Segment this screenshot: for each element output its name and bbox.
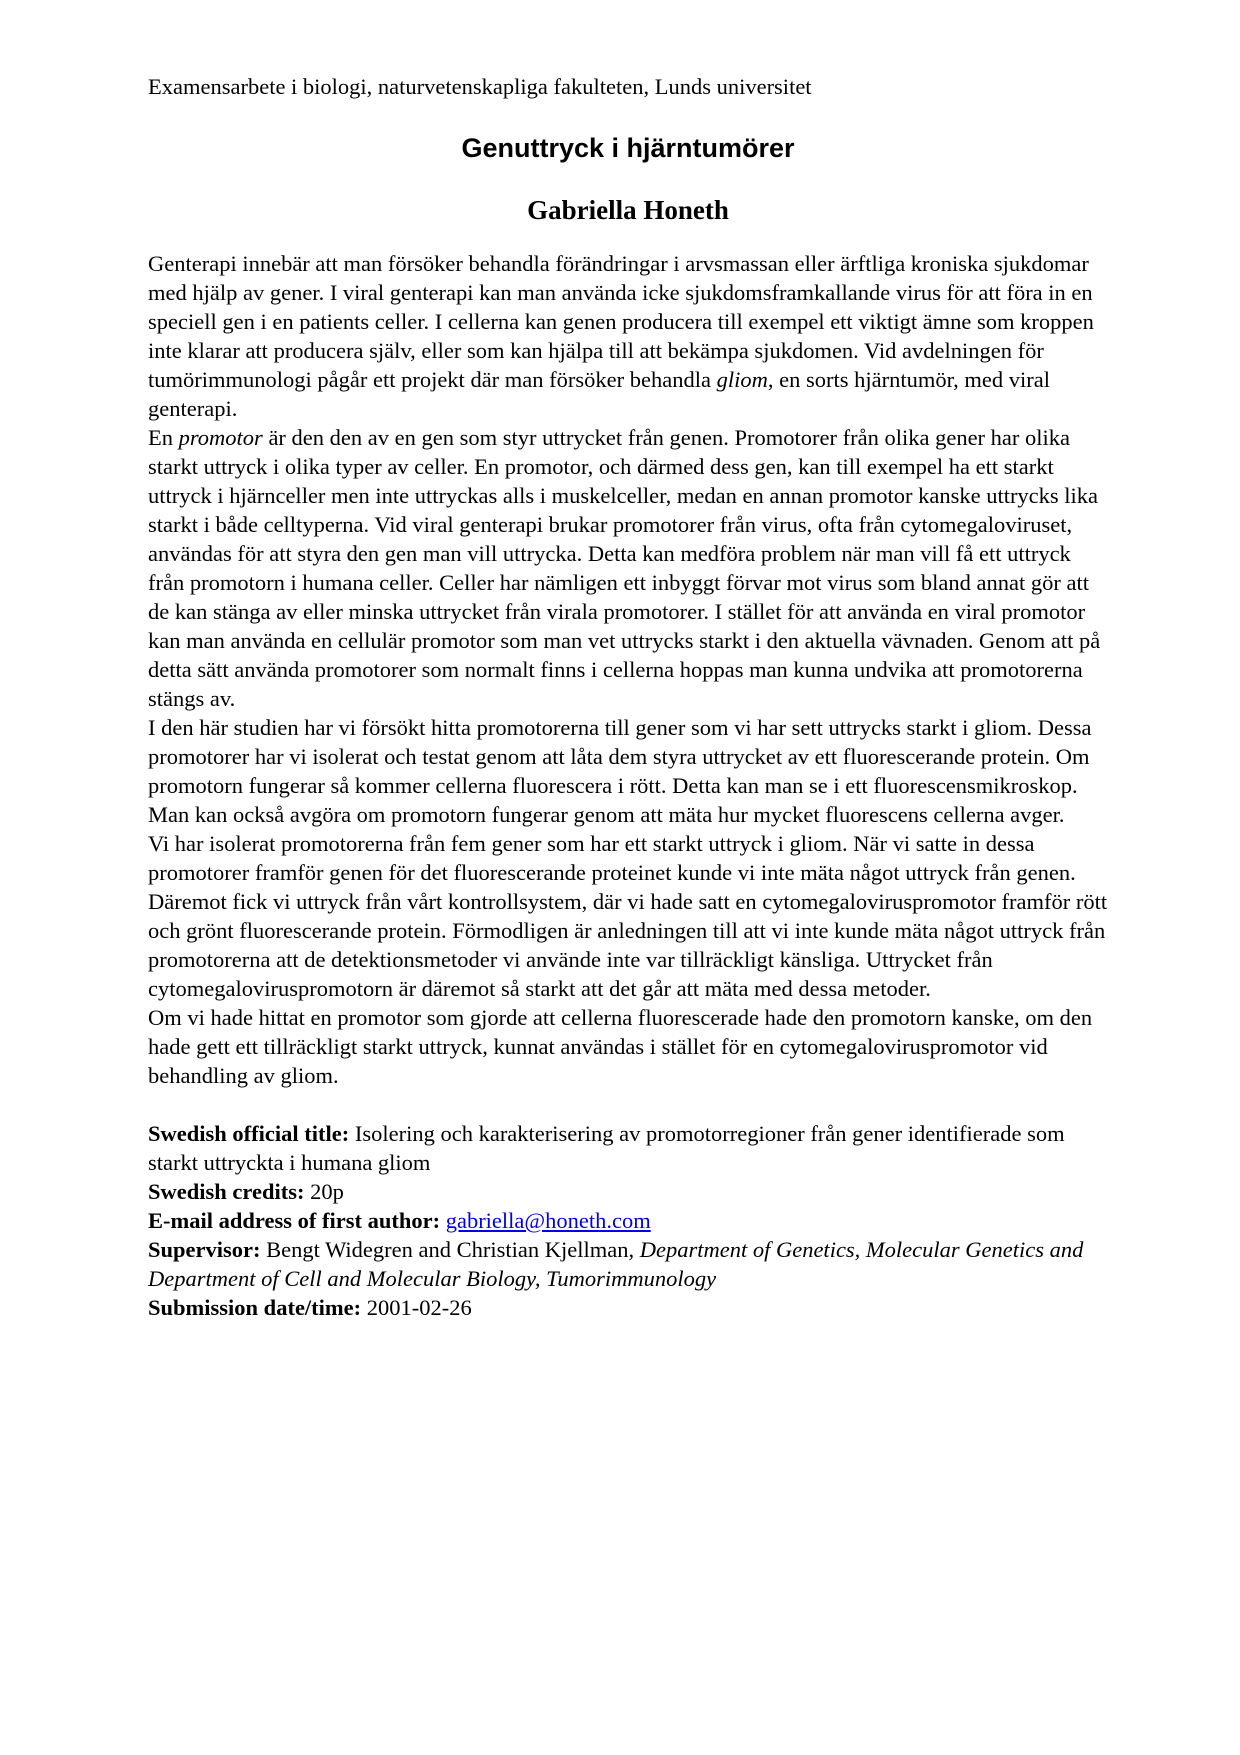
paragraph-1-text-b: , en sorts hjärntumör, med viral genterapi. bbox=[148, 367, 1051, 421]
document-page bbox=[148, 72, 1108, 1322]
credits-label: Swedish credits: bbox=[148, 1179, 305, 1204]
supervisor-label: Supervisor: bbox=[148, 1237, 261, 1262]
submission-date-label: Submission date/time: bbox=[148, 1295, 362, 1320]
paragraph-1 bbox=[148, 249, 1108, 423]
paragraph-2-text-a: En bbox=[148, 425, 179, 450]
paragraph-2 bbox=[148, 423, 1108, 713]
credits-value: 20p bbox=[304, 1179, 344, 1204]
credits-row bbox=[148, 1177, 1108, 1206]
paragraph-4: Vi har isolerat promotorerna från fem gener som har ett starkt uttryck i gliom. När vi satte in dessa promotorer framför genen för det fluorescerande proteinet kunde vi inte mäta något uttryck från genen. Däremot fick vi uttryck från vårt kontrollsystem, där vi hade satt en cytomegaloviruspromotor framför rött och grönt fluorescerande protein. Förmodligen är anledningen till att vi inte kunde mäta något uttryck från promotorerna att de detektionsmetoder vi använde inte var tillräckligt känsliga. Uttrycket från cytomegaloviruspromotorn är däremot så starkt att det går att mäta med dessa metoder. bbox=[148, 831, 1108, 1001]
submission-date-value: 2001-02-26 bbox=[361, 1295, 472, 1320]
email-label: E-mail address of first author: bbox=[148, 1208, 441, 1233]
paragraph-2-emphasis: promotor bbox=[178, 425, 263, 450]
paragraph-1-emphasis: gliom bbox=[716, 367, 768, 392]
supervisor-row bbox=[148, 1235, 1108, 1293]
official-title-value: Isolering och karakterisering av promotorregioner från gener identifierade som starkt uttryckta i humana gliom bbox=[148, 1121, 1065, 1175]
metadata-block bbox=[148, 1119, 1108, 1322]
official-title-label: Swedish official title: bbox=[148, 1121, 350, 1146]
abstract-body bbox=[148, 249, 1108, 1090]
paragraph-3: I den här studien har vi försökt hitta promotorerna till gener som vi har sett uttrycks starkt i gliom. Dessa promotorer har vi isolerat och testat genom att låta dem styra uttrycket av ett fluorescerande protein. Om promotorn fungerar så kommer cellerna fluorescera i rött. Detta kan man se i ett fluorescensmikroskop. Man kan också avgöra om promotorn fungerar genom att mäta hur mycket fluorescens cellerna avger. bbox=[148, 715, 1092, 827]
supervisor-department: , Department of Genetics, Molecular Genetics and Department of Cell and Molecular Biology, Tumorimmunology bbox=[148, 1237, 1084, 1291]
paragraph-2-text-b: är den den av en gen som styr uttrycket från genen. Promotorer från olika gener har olika starkt uttryck i olika typer av celler. En promotor, och därmed dess gen, kan till exempel ha ett starkt uttryck i hjärnceller men inte uttryckas alls i muskelceller, medan en annan promotor kanske uttrycks lika starkt i både celltyperna. Vid viral genterapi brukar promotorer från virus, ofta från cytomegaloviruset, användas för att styra den gen man vill uttrycka. Detta kan medföra problem när man vill få ett uttryck från promotorn i humana celler. Celler har nämligen ett inbyggt förvar mot virus som bland annat gör att de kan stänga av eller minska uttrycket från virala promotorer. I stället för att använda en viral promotor kan man använda en cellulär promotor som man vet uttrycks starkt i den aktuella vävnaden. Genom att på detta sätt använda promotorer som normalt finns i cellerna hoppas man kunna undvika att promotorerna stängs av. bbox=[148, 425, 1101, 711]
supervisor-names: Bengt Widegren and Christian Kjellman bbox=[260, 1237, 629, 1262]
author-name: Gabriella Honeth bbox=[527, 195, 729, 225]
official-title-row bbox=[148, 1119, 1108, 1177]
paragraph-5: Om vi hade hittat en promotor som gjorde att cellerna fluorescerade hade den promotorn kanske, om den hade gett ett tillräckligt starkt uttryck, kunnat användas i stället för en cytomegaloviruspromotor vid behandling av gliom. bbox=[148, 1005, 1093, 1088]
submission-date-row bbox=[148, 1293, 1108, 1322]
institution-header: Examensarbete i biologi, naturvetenskapliga fakulteten, Lunds universitet bbox=[148, 74, 812, 99]
email-link[interactable]: gabriella@honeth.com bbox=[445, 1208, 651, 1233]
email-row bbox=[148, 1206, 1108, 1235]
paragraph-1-text-a: Genterapi innebär att man försöker behandla förändringar i arvsmassan eller ärftliga kroniska sjukdomar med hjälp av gener. I viral genterapi kan man använda icke sjukdomsframkallande virus för att föra in en speciell gen i en patients celler. I cellerna kan genen producera till exempel ett viktigt ämne som kroppen inte klarar att producera själv, eller som kan hjälpa till att bekämpa sjukdomen. Vid avdelningen för tumörimmunologi pågår ett projekt där man försöker behandla bbox=[148, 251, 1094, 392]
document-title: Genuttryck i hjärntumörer bbox=[461, 133, 795, 163]
